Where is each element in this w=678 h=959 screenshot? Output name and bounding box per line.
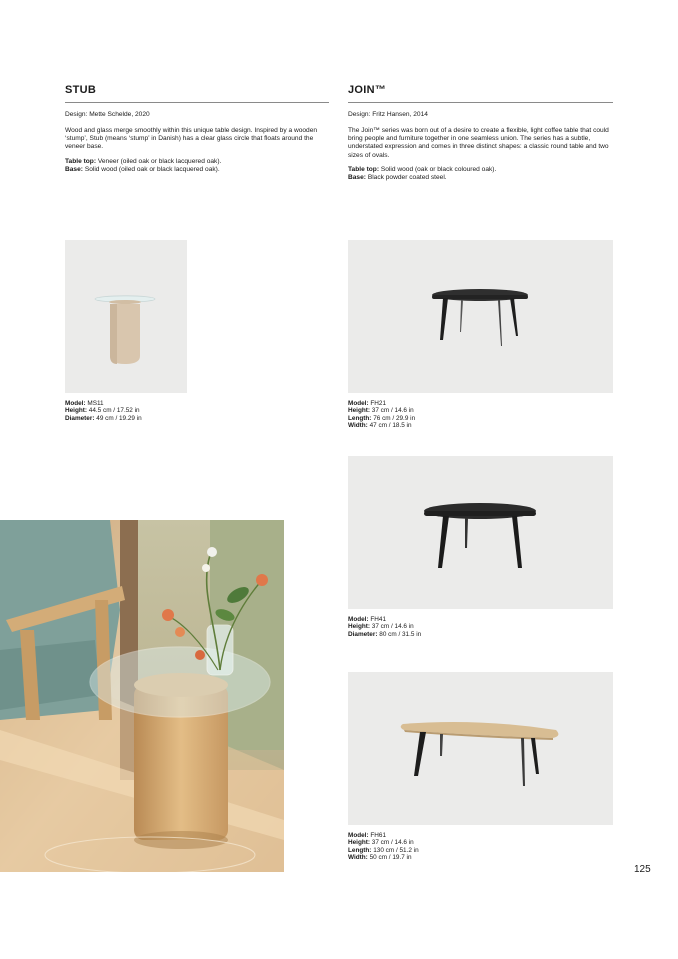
join-fh41-illustration	[348, 456, 613, 609]
join-fh61-image	[348, 672, 613, 825]
spec-value: 76 cm / 29.9 in	[373, 414, 416, 422]
join-base-spec	[348, 174, 613, 182]
spec-label: Length:	[348, 414, 372, 422]
join-fh61-specs	[348, 832, 419, 862]
height-spec	[348, 839, 419, 846]
stub-lifestyle-photo	[0, 520, 284, 872]
spec-label: Width:	[348, 422, 368, 430]
length-spec	[348, 415, 415, 422]
join-fh41-image	[348, 456, 613, 609]
spec-value: Black powder coated steel.	[367, 174, 447, 182]
spec-value: 44.5 cm / 17.52 in	[88, 407, 140, 415]
stub-designer: Design: Mette Schelde, 2020	[65, 111, 150, 118]
stub-description: Wood and glass merge smoothly within this unique table design. Inspired by a wooden ‘stump’, Stub (means ‘stump’ in Danish) has a clear glass circle that floats around the veneer base.	[65, 127, 318, 151]
spec-label: Model:	[348, 400, 369, 407]
spec-label: Model:	[348, 616, 369, 623]
spec-value: 130 cm / 51.2 in	[373, 846, 419, 854]
spec-value: Veneer (oiled oak or black lacquered oak).	[97, 157, 222, 165]
spec-value: FH61	[370, 832, 387, 839]
height-spec	[348, 407, 415, 414]
length-spec	[348, 847, 419, 854]
spec-label: Width:	[348, 854, 368, 862]
diameter-spec	[348, 631, 421, 638]
spec-label: Height:	[348, 407, 371, 415]
stub-section	[65, 84, 329, 174]
spec-value: Solid wood (oiled oak or black lacquered oak).	[84, 165, 220, 173]
spec-value: 50 cm / 19.7 in	[369, 854, 412, 862]
join-section	[348, 84, 613, 182]
join-description: The Join™ series was born out of a desire to create a flexible, light coffee table that could bring people and furniture together in one seamless union. The series has a subtle, understated expression and comes in three distinct shapes: a classic round table and two sizes of ovals.	[348, 127, 609, 159]
stub-base-spec	[65, 166, 329, 174]
spec-label: Base:	[348, 174, 366, 182]
spec-label: Diameter:	[348, 630, 378, 638]
diameter-spec	[65, 415, 142, 422]
model-spec	[65, 400, 142, 407]
spec-value: 37 cm / 14.6 in	[371, 839, 414, 847]
stub-product-specs	[65, 400, 142, 422]
spec-value: FH41	[370, 616, 387, 623]
spec-value: 49 cm / 19.29 in	[96, 414, 142, 422]
spec-label: Height:	[65, 407, 88, 415]
spec-value: FH21	[370, 400, 387, 407]
height-spec	[348, 623, 421, 630]
width-spec	[348, 854, 419, 861]
spec-label: Height:	[348, 623, 371, 631]
spec-label: Base:	[65, 165, 83, 173]
join-divider	[348, 102, 613, 103]
join-title: JOIN™	[348, 84, 387, 96]
spec-label: Height:	[348, 839, 371, 847]
stub-product-image	[65, 240, 187, 393]
spec-value: Solid wood (oak or black coloured oak).	[380, 165, 497, 173]
join-designer: Design: Fritz Hansen, 2014	[348, 111, 428, 118]
join-fh21-illustration	[348, 240, 613, 393]
spec-value: 37 cm / 14.6 in	[371, 623, 414, 631]
lifestyle-scene-illustration	[0, 520, 284, 872]
model-spec	[348, 616, 421, 623]
join-fh41-specs	[348, 616, 421, 638]
spec-label: Model:	[65, 400, 86, 407]
page-number: 125	[634, 864, 651, 875]
join-fh21-specs	[348, 400, 415, 430]
model-spec	[348, 832, 419, 839]
stub-title: STUB	[65, 84, 97, 96]
model-spec	[348, 400, 415, 407]
spec-label: Model:	[348, 832, 369, 839]
spec-label: Length:	[348, 846, 372, 854]
stub-table-illustration	[65, 240, 187, 393]
join-fh21-image	[348, 240, 613, 393]
stub-table-top-spec	[65, 158, 329, 166]
join-fh61-illustration	[348, 672, 613, 825]
join-table-top-spec	[348, 166, 613, 174]
spec-value: MS11	[87, 400, 104, 407]
spec-value: 47 cm / 18.5 in	[369, 422, 412, 430]
spec-label: Table top:	[65, 157, 97, 165]
spec-value: 37 cm / 14.6 in	[371, 407, 414, 415]
height-spec	[65, 407, 142, 414]
spec-label: Table top:	[348, 165, 380, 173]
spec-value: 80 cm / 31.5 in	[379, 630, 422, 638]
width-spec	[348, 422, 415, 429]
spec-label: Diameter:	[65, 414, 95, 422]
stub-divider	[65, 102, 329, 103]
